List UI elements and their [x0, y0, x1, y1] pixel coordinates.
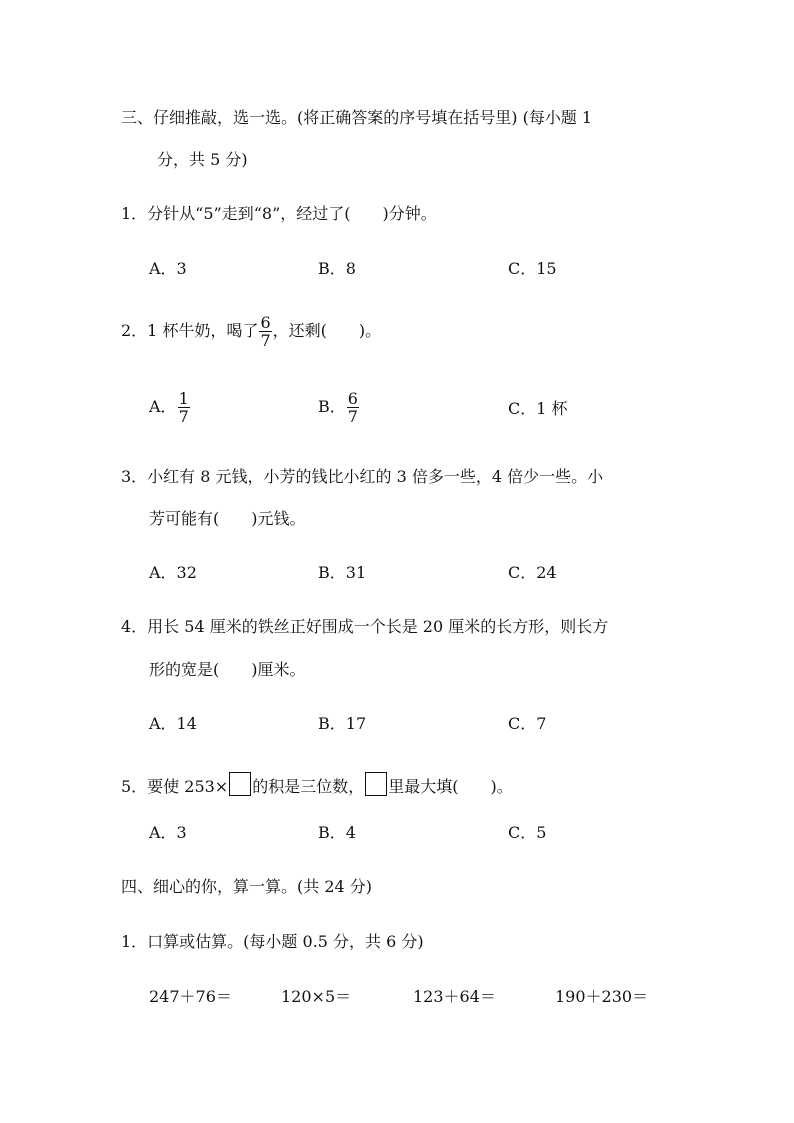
q2-suffix: ，还剩( )。: [272, 321, 382, 340]
q1-option-c: C．15: [508, 259, 557, 278]
q2-option-b-fraction: [347, 390, 359, 425]
s4q1-text: 1．口算或估算。(每小题 0.5 分，共 6 分): [121, 932, 424, 951]
q2-fraction: [259, 314, 271, 349]
q4-option-a: A．14: [149, 714, 197, 733]
blank-box: [229, 772, 251, 796]
q2-fraction-numerator: 6: [260, 313, 271, 332]
q1-option-b: B．8: [318, 259, 356, 278]
calc-item: 247＋76＝: [149, 987, 232, 1006]
calc-item: 190＋230＝: [555, 987, 649, 1006]
q2-text: [121, 314, 381, 349]
q1-option-a: A．3: [149, 259, 187, 278]
q2-option-b: [318, 390, 360, 425]
q5-option-c: C．5: [508, 823, 547, 842]
q3-line1: 3．小红有 8 元钱，小芳的钱比小红的 3 倍多一些，4 倍少一些。小: [121, 467, 604, 486]
q2-option-a-label: A．: [149, 397, 177, 416]
q2-option-b-denominator: 7: [347, 407, 358, 426]
q2-option-c: C．1 杯: [508, 399, 568, 418]
section3-heading-line1: 三、仔细推敲，选一选。(将正确答案的序号填在括号里) (每小题 1: [121, 108, 593, 127]
q2-option-b-numerator: 6: [347, 389, 358, 408]
blank-box: [365, 772, 387, 796]
q1-text: 1．分针从“5”走到“8”，经过了( )分钟。: [121, 204, 437, 223]
section4-heading: 四、细心的你，算一算。(共 24 分): [121, 877, 373, 896]
q5-part1: 5．要使 253×: [121, 777, 229, 796]
q4-option-c: C．7: [508, 714, 547, 733]
q5-option-a: A．3: [149, 823, 187, 842]
q2-option-a: [149, 390, 191, 425]
q4-line2: 形的宽是( )厘米。: [149, 660, 306, 679]
calc-item: 120×5＝: [281, 987, 352, 1006]
q3-option-b: B．31: [318, 563, 367, 582]
q5-part2: 的积是三位数，: [252, 777, 365, 796]
q5-option-b: B．4: [318, 823, 356, 842]
q5-text: [121, 772, 513, 797]
q5-part3: 里最大填( )。: [388, 777, 513, 796]
q4-line1: 4．用长 54 厘米的铁丝正好围成一个长是 20 厘米的长方形，则长方: [121, 617, 609, 636]
q3-line2: 芳可能有( )元钱。: [149, 509, 306, 528]
q2-option-a-fraction: [178, 390, 190, 425]
q4-option-b: B．17: [318, 714, 367, 733]
q2-option-b-label: B．: [318, 397, 346, 416]
q2-fraction-denominator: 7: [260, 331, 271, 350]
q2-option-a-numerator: 1: [178, 389, 189, 408]
q2-prefix: 2．1 杯牛奶，喝了: [121, 321, 259, 340]
calc-item: 123＋64＝: [413, 987, 496, 1006]
section3-heading-line2: 分，共 5 分): [157, 150, 248, 169]
q2-option-a-denominator: 7: [178, 407, 189, 426]
q3-option-c: C．24: [508, 563, 557, 582]
q3-option-a: A．32: [149, 563, 197, 582]
